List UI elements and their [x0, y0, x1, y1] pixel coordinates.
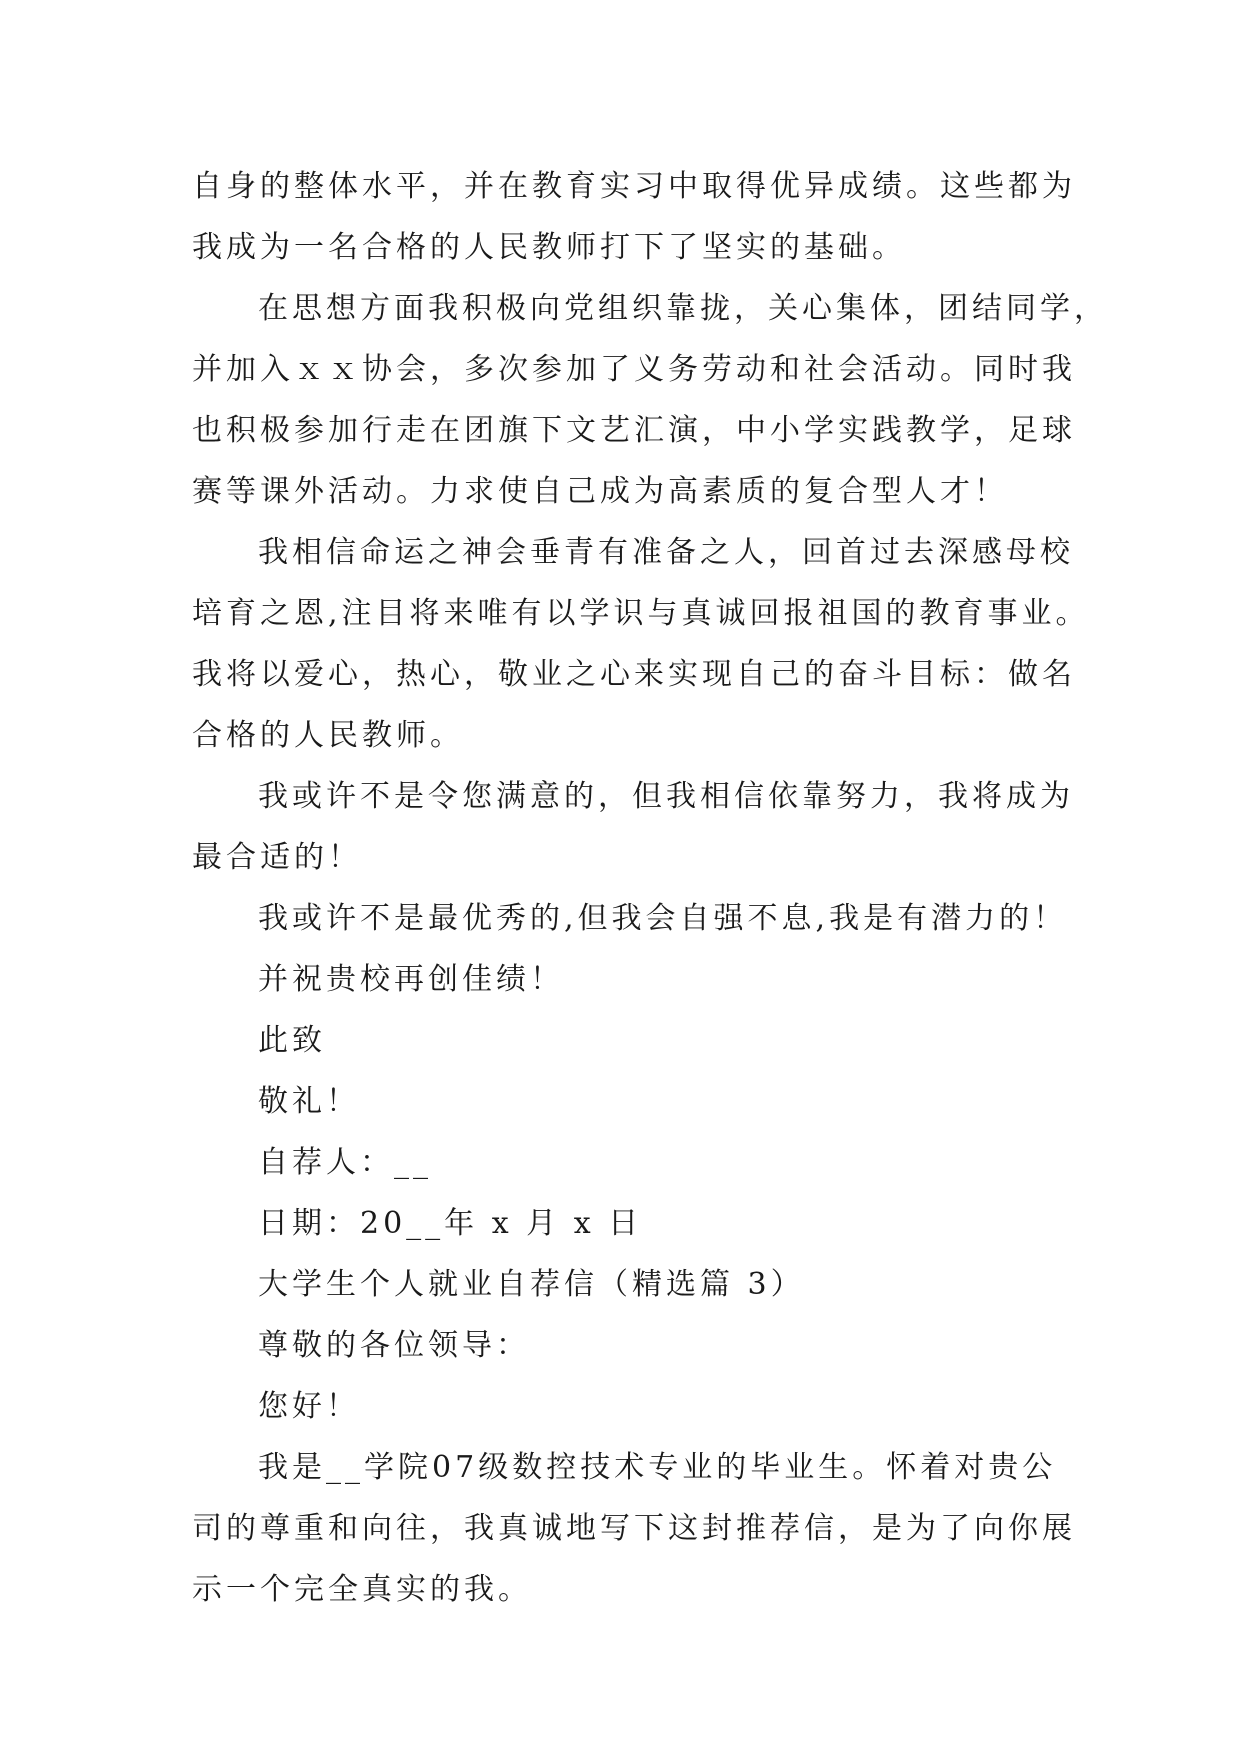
text-line: 司 的 尊 重 和 向 往 ， 我 真 诚 地 写 下 这 封 推 荐 信 ， 是 为 了 向 你 展: [192, 1511, 1076, 1546]
text-line: 示一个完全真实的我。: [192, 1572, 532, 1607]
text-line: 在 思 想 方 面 我 积 极 向 党 组 织 靠 拢 ， 关 心 集 体 ， 团 结 同 学 ，: [258, 291, 1108, 326]
text-line: 赛等课外活动。力求使自己成为高素质的复合型人才！: [192, 474, 1008, 509]
text-line: 并祝贵校再创佳绩！: [258, 962, 564, 997]
text-line: 也 积 极 参 加 行 走 在 团 旗 下 文 艺 汇 演 ， 中 小 学 实 践 教 学 ， 足 球: [192, 413, 1076, 448]
greeting-recipient: 尊敬的各位领导：: [258, 1328, 530, 1363]
greeting: 您好！: [258, 1389, 360, 1424]
signer-line: 自荐人：__: [258, 1145, 432, 1180]
closing-regards: 敬礼！: [258, 1084, 360, 1119]
text-line: 我成为一名合格的人民教师打下了坚实的基础。: [192, 230, 906, 265]
text-line: 自 身 的 整 体 水 平 ， 并 在 教 育 实 习 中 取 得 优 异 成 绩 。 这 些 都 为: [192, 169, 1076, 204]
closing-salutation: 此致: [258, 1023, 326, 1058]
text-line: 合格的人民教师。: [192, 718, 464, 753]
text-line: 我 或 许 不 是 令 您 满 意 的 ， 但 我 相 信 依 靠 努 力 ， 我 将 成 为: [258, 779, 1074, 814]
text-line: 并 加 入 ｘ ｘ 协 会 ， 多 次 参 加 了 义 务 劳 动 和 社 会 活 动 。 同 时 我: [192, 352, 1076, 387]
text-line: 培 育 之 恩 , 注 目 将 来 唯 有 以 学 识 与 真 诚 回 报 祖 国 的 教 育 事 业 。: [192, 596, 1090, 631]
text-line: 我或许不是最优秀的,但我会自强不息,我是有潜力的！: [258, 901, 1068, 936]
date-line: 日期：20__年 x 月 x 日: [258, 1206, 643, 1241]
text-line: 我 将 以 爱 心 ， 热 心 ， 敬 业 之 心 来 实 现 自 己 的 奋 斗 目 标 ： 做 名: [192, 657, 1076, 692]
document-page: [192, 156, 1108, 1620]
text-line: 最合适的！: [192, 840, 362, 875]
text-line: 我 是 _ _ 学 院 0 7 级 数 控 技 术 专 业 的 毕 业 生 。 怀 着 对 贵 公: [258, 1450, 1057, 1485]
section-title: 大学生个人就业自荐信（精选篇 3）: [258, 1267, 805, 1302]
text-line: 我 相 信 命 运 之 神 会 垂 青 有 准 备 之 人 ， 回 首 过 去 深 感 母 校: [258, 535, 1074, 570]
